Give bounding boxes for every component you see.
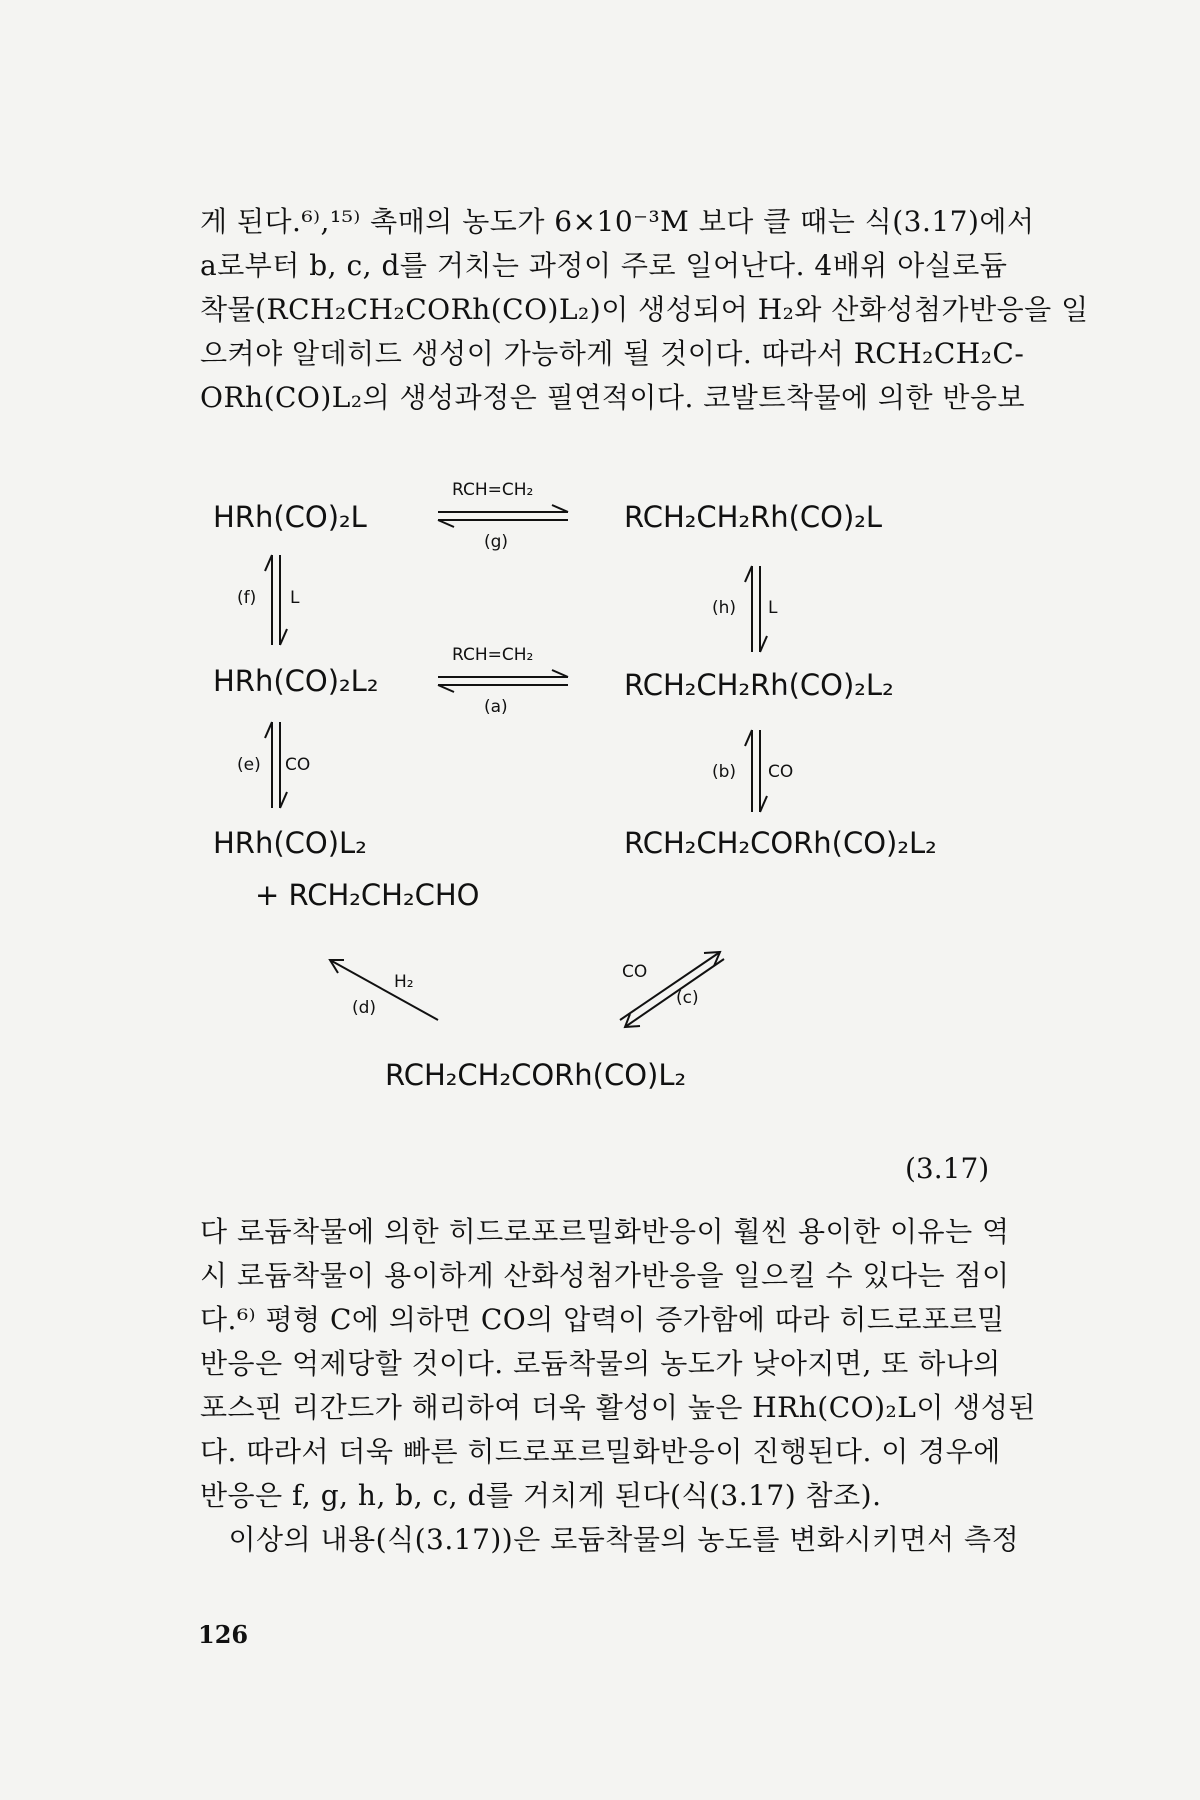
step-label-c: (c)	[676, 988, 699, 1008]
step-label-b: (b)	[712, 762, 737, 782]
text-line: 다.⁶⁾ 평형 C에 의하면 CO의 압력이 증가함에 따라 히드로포르밀	[200, 1303, 1005, 1336]
text-line: 반응은 f, g, h, b, c, d를 거치게 된다(식(3.17) 참조).	[200, 1479, 882, 1512]
text-line: 이상의 내용(식(3.17))은 로듐착물의 농도를 변화시키면서 측정	[200, 1523, 1020, 1556]
reagent-label-g: RCH=CH₂	[452, 480, 534, 500]
text-line: 다. 따라서 더욱 빠른 히드로포르밀화반응이 진행된다. 이 경우에	[200, 1435, 1001, 1468]
equilibrium-arrow-c	[620, 952, 724, 1027]
reagent-label-h: L	[768, 598, 778, 618]
species-acyl-rh-co-l2: RCH₂CH₂CORh(CO)L₂	[385, 1058, 687, 1092]
step-label-e: (e)	[237, 755, 261, 775]
text-line: 착물(RCH₂CH₂CORh(CO)L₂)이 생성되어 H₂와 산화성첨가반응을 일	[200, 293, 1089, 326]
equilibrium-arrow-f	[265, 555, 287, 645]
step-label-d: (d)	[352, 998, 377, 1018]
text-line: 으켜야 알데히드 생성이 가능하게 될 것이다. 따라서 RCH₂CH₂C-	[200, 337, 1025, 370]
step-label-a: (a)	[484, 697, 508, 717]
species-hrh-co2-l: HRh(CO)₂L	[213, 500, 367, 534]
species-alkyl-rh-co2-l2: RCH₂CH₂Rh(CO)₂L₂	[624, 668, 894, 702]
equilibrium-arrow-e	[265, 722, 287, 808]
text-line: 시 로듐착물이 용이하게 산화성첨가반응을 일으킬 수 있다는 점이	[200, 1259, 1010, 1292]
species-alkyl-rh-co2-l: RCH₂CH₂Rh(CO)₂L	[624, 500, 883, 534]
step-label-h: (h)	[712, 598, 737, 618]
reagent-label-f: L	[290, 588, 300, 608]
reagent-label-d: H₂	[394, 972, 414, 992]
species-hrh-co-l2: HRh(CO)L₂	[213, 826, 367, 860]
reagent-label-c: CO	[622, 962, 648, 982]
reagent-label-a: RCH=CH₂	[452, 645, 534, 665]
species-hrh-co2-l2: HRh(CO)₂L₂	[213, 664, 379, 698]
text-line: 반응은 억제당할 것이다. 로듐착물의 농도가 낮아지면, 또 하나의	[200, 1347, 1001, 1380]
text-line: ORh(CO)L₂의 생성과정은 필연적이다. 코발트착물에 의한 반응보	[200, 381, 1026, 414]
equilibrium-arrow-a	[438, 670, 568, 692]
step-label-g: (g)	[484, 532, 509, 552]
text-line: 게 된다.⁶⁾,¹⁵⁾ 촉매의 농도가 6×10⁻³M 보다 클 때는 식(3.17)에서	[200, 205, 1035, 238]
product-aldehyde: + RCH₂CH₂CHO	[255, 878, 480, 912]
equilibrium-arrow-h	[745, 566, 767, 652]
paragraph-bottom	[200, 1210, 1036, 1562]
species-acyl-rh-co2-l2: RCH₂CH₂CORh(CO)₂L₂	[624, 826, 937, 860]
equilibrium-arrow-b	[745, 730, 767, 812]
text-line: a로부터 b, c, d를 거치는 과정이 주로 일어난다. 4배위 아실로듐	[200, 249, 1008, 282]
text-line: 포스핀 리간드가 해리하여 더욱 활성이 높은 HRh(CO)₂L이 생성된	[200, 1391, 1036, 1424]
equation-number: (3.17)	[905, 1152, 990, 1185]
reagent-label-e: CO	[285, 755, 311, 775]
step-label-f: (f)	[237, 588, 257, 608]
page-number: 126	[198, 1620, 249, 1649]
text-line: 다 로듐착물에 의한 히드로포르밀화반응이 훨씬 용이한 이유는 역	[200, 1215, 1010, 1248]
equilibrium-arrow-g	[438, 505, 568, 527]
reaction-arrow-d	[330, 960, 438, 1020]
reagent-label-b: CO	[768, 762, 794, 782]
